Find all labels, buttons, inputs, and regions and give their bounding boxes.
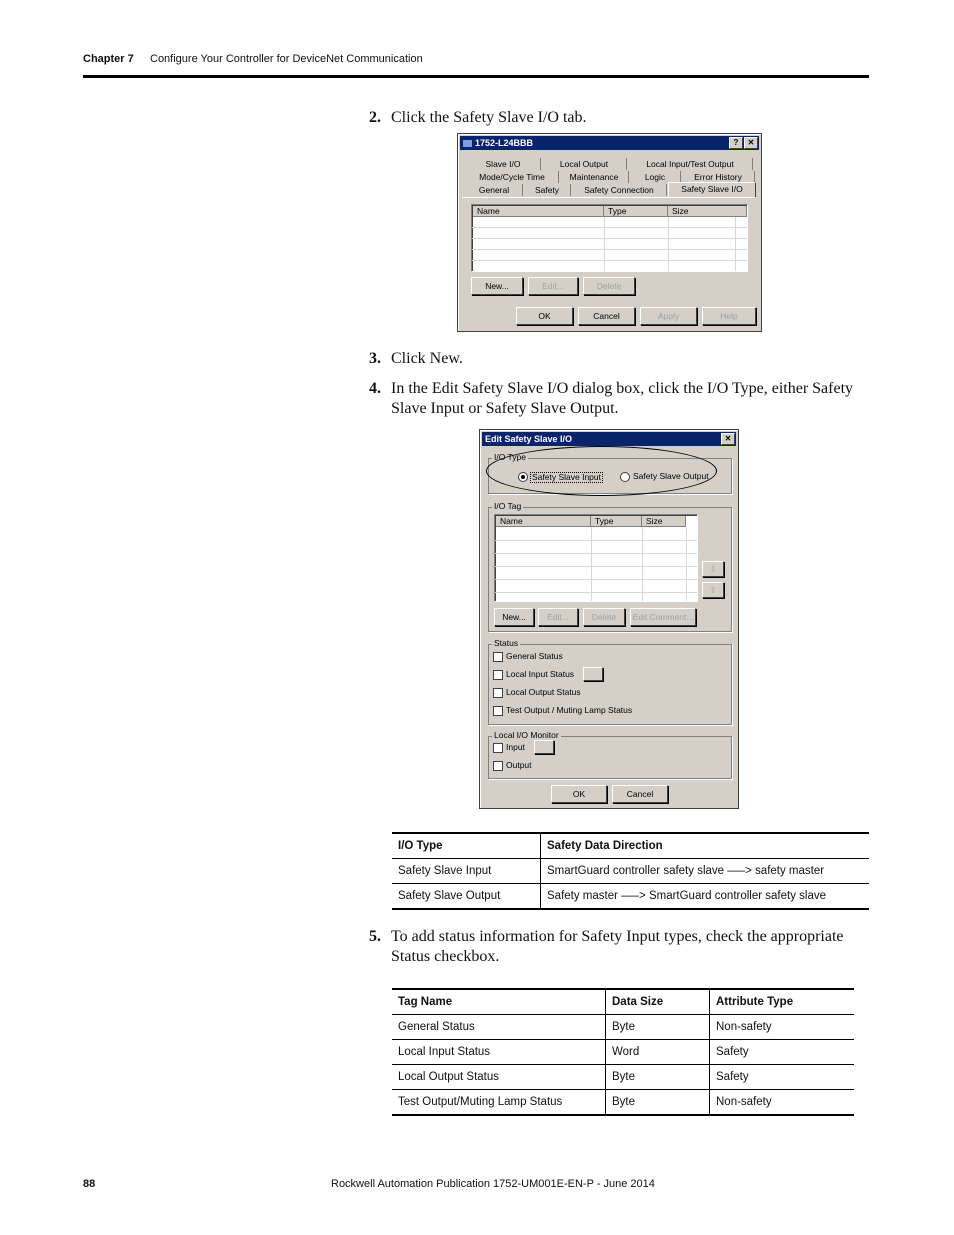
slave-io-list[interactable]: [471, 204, 748, 272]
tab-slave-io[interactable]: Slave I/O: [466, 158, 541, 170]
device-icon: [463, 140, 472, 147]
close-icon[interactable]: ✕: [721, 433, 735, 445]
io-tag-label: I/O Tag: [494, 501, 522, 511]
table-row: [392, 884, 869, 910]
tab-mode-cycle-time[interactable]: Mode/Cycle Time: [466, 171, 559, 183]
io-type-label: I/O Type: [494, 452, 526, 462]
step-2: [369, 108, 869, 128]
input-monitor-option-button[interactable]: [534, 740, 554, 754]
cancel-button[interactable]: Cancel: [612, 785, 668, 803]
table-header: Attribute Type: [710, 989, 855, 1015]
tab-safety[interactable]: Safety: [524, 184, 571, 196]
move-up-button[interactable]: [702, 582, 724, 598]
new-button[interactable]: New...: [471, 277, 523, 295]
test-output-muting-lamp-status-label: Test Output / Muting Lamp Status: [506, 705, 633, 715]
io-tag-list[interactable]: [494, 514, 698, 602]
tab-maintenance[interactable]: Maintenance: [560, 171, 629, 183]
move-down-button[interactable]: [702, 561, 724, 577]
step-text-line1: In the Edit Safety Slave I/O dialog box, click the I/O Type, either Safety: [391, 380, 854, 397]
table-cell: Safety: [710, 1065, 855, 1090]
tab-local-input-test-output[interactable]: Local Input/Test Output: [628, 158, 753, 170]
table-cell: Safety master —–> SmartGuard controller safety slave: [541, 884, 870, 910]
io-type-direction-table: [392, 832, 869, 910]
table-header: Data Size: [606, 989, 710, 1015]
table-cell: Local Output Status: [392, 1065, 606, 1090]
input-monitor-checkbox[interactable]: [493, 743, 503, 753]
column-header-type[interactable]: Type: [591, 516, 642, 527]
tab-logic[interactable]: Logic: [630, 171, 681, 183]
grid-line: [495, 540, 697, 541]
table-cell: SmartGuard controller safety slave —–> safety master: [541, 859, 870, 884]
help-button[interactable]: Help: [702, 307, 756, 325]
step-number: 4.: [369, 380, 381, 397]
local-input-status-option-button[interactable]: [583, 667, 603, 681]
highlight-ellipse: [486, 446, 717, 496]
edit-button[interactable]: Edit...: [538, 608, 578, 626]
edit-comment-button[interactable]: Edit Comment...: [630, 608, 696, 626]
safety-slave-input-label[interactable]: Safety Slave Input: [532, 472, 601, 482]
grid-line: [735, 217, 736, 271]
ok-button[interactable]: OK: [551, 785, 607, 803]
grid-line: [472, 249, 747, 250]
apply-button[interactable]: Apply: [640, 307, 697, 325]
page-number: 88: [83, 1178, 96, 1190]
grid-line: [495, 566, 697, 567]
chapter-title: Configure Your Controller for DeviceNet Communication: [150, 53, 423, 65]
grid-line: [495, 592, 697, 593]
grid-line: [591, 527, 592, 601]
table-cell: Safety: [710, 1040, 855, 1065]
grid-line: [495, 579, 697, 580]
local-output-status-checkbox[interactable]: [493, 688, 503, 698]
tab-safety-connection[interactable]: Safety Connection: [572, 184, 667, 196]
status-label: Status: [494, 638, 519, 648]
local-output-status-label: Local Output Status: [506, 687, 581, 697]
new-button[interactable]: New...: [494, 608, 534, 626]
local-io-monitor-label: Local I/O Monitor: [494, 730, 559, 740]
grid-line: [686, 527, 687, 601]
delete-button[interactable]: Delete: [583, 277, 635, 295]
table-header: I/O Type: [392, 833, 541, 859]
grid-line: [472, 238, 747, 239]
arrow-down-icon: ⇩: [709, 564, 717, 574]
local-input-status-checkbox[interactable]: [493, 670, 503, 680]
table-header: Tag Name: [392, 989, 606, 1015]
close-icon[interactable]: ✕: [744, 137, 758, 149]
publication-info: Rockwell Automation Publication 1752-UM001E-EN-P - June 2014: [331, 1178, 655, 1190]
table-cell: Byte: [606, 1065, 710, 1090]
safety-slave-output-label[interactable]: Safety Slave Output: [633, 471, 709, 481]
edit-safety-slave-io-dialog: [479, 429, 739, 809]
arrow-up-icon: ⇧: [709, 585, 717, 595]
table-cell: Non-safety: [710, 1090, 855, 1116]
table-row: [392, 1065, 854, 1090]
edit-button[interactable]: Edit...: [528, 277, 578, 295]
table-row: [392, 1040, 854, 1065]
grid-line: [668, 217, 669, 271]
step-text-line1: To add status information for Safety Input types, check the appropriate: [391, 928, 844, 945]
delete-button[interactable]: Delete: [583, 608, 625, 626]
tab-error-history[interactable]: Error History: [682, 171, 755, 183]
step-text-line2: Slave Input or Safety Slave Output.: [391, 400, 619, 417]
step-text: Click the Safety Slave I/O tab.: [391, 109, 587, 126]
step-number: 5.: [369, 928, 381, 945]
step-5: [369, 927, 869, 967]
step-text: Click New.: [391, 350, 463, 367]
table-row: [392, 1090, 854, 1116]
table-row: [392, 1015, 854, 1040]
dialog-title: Edit Safety Slave I/O: [485, 434, 573, 444]
output-monitor-checkbox[interactable]: [493, 761, 503, 771]
step-number: 3.: [369, 350, 381, 367]
ok-button[interactable]: OK: [516, 307, 573, 325]
header-rule: [83, 75, 869, 78]
step-4: [369, 379, 869, 419]
grid-line: [495, 553, 697, 554]
table-cell: Test Output/Muting Lamp Status: [392, 1090, 606, 1116]
column-header-name[interactable]: Name: [473, 206, 604, 217]
table-cell: Safety Slave Input: [392, 859, 541, 884]
step-text-line2: Status checkbox.: [391, 948, 500, 965]
table-cell: Local Input Status: [392, 1040, 606, 1065]
general-status-label: General Status: [506, 651, 563, 661]
table-header-row: [392, 989, 854, 1015]
column-header-name[interactable]: Name: [496, 516, 591, 527]
cancel-button[interactable]: Cancel: [578, 307, 635, 325]
column-header-size[interactable]: Size: [642, 516, 686, 527]
tab-general[interactable]: General: [466, 184, 523, 196]
general-status-checkbox[interactable]: [493, 652, 503, 662]
local-input-status-label: Local Input Status: [506, 669, 575, 679]
table-cell: Word: [606, 1040, 710, 1065]
controller-properties-dialog: [457, 133, 762, 332]
table-cell: Safety Slave Output: [392, 884, 541, 910]
table-header-row: [392, 833, 869, 859]
step-number: 2.: [369, 109, 381, 126]
table-header: Safety Data Direction: [541, 833, 870, 859]
table-cell: Byte: [606, 1090, 710, 1116]
dialog-title: 1752-L24BBB: [475, 138, 534, 148]
grid-line: [472, 260, 747, 261]
status-tag-table: [392, 988, 854, 1116]
output-monitor-label: Output: [506, 760, 532, 770]
dialog-titlebar: [482, 432, 736, 446]
step-3: [369, 349, 869, 369]
table-cell: Byte: [606, 1015, 710, 1040]
dialog-titlebar: [460, 136, 759, 150]
tab-safety-slave-io[interactable]: Safety Slave I/O: [668, 182, 756, 197]
page-header: [83, 53, 423, 65]
table-row: [392, 859, 869, 884]
grid-line: [472, 227, 747, 228]
grid-line: [642, 527, 643, 601]
grid-line: [604, 217, 605, 271]
test-output-muting-lamp-status-checkbox[interactable]: [493, 706, 503, 716]
tab-local-output[interactable]: Local Output: [542, 158, 627, 170]
help-title-button[interactable]: ?: [729, 137, 743, 149]
table-cell: General Status: [392, 1015, 606, 1040]
column-header-type[interactable]: Type: [604, 206, 668, 217]
input-monitor-label: Input: [506, 742, 525, 752]
column-header-size[interactable]: Size: [668, 206, 747, 217]
chapter-label: Chapter 7: [83, 53, 134, 65]
table-cell: Non-safety: [710, 1015, 855, 1040]
